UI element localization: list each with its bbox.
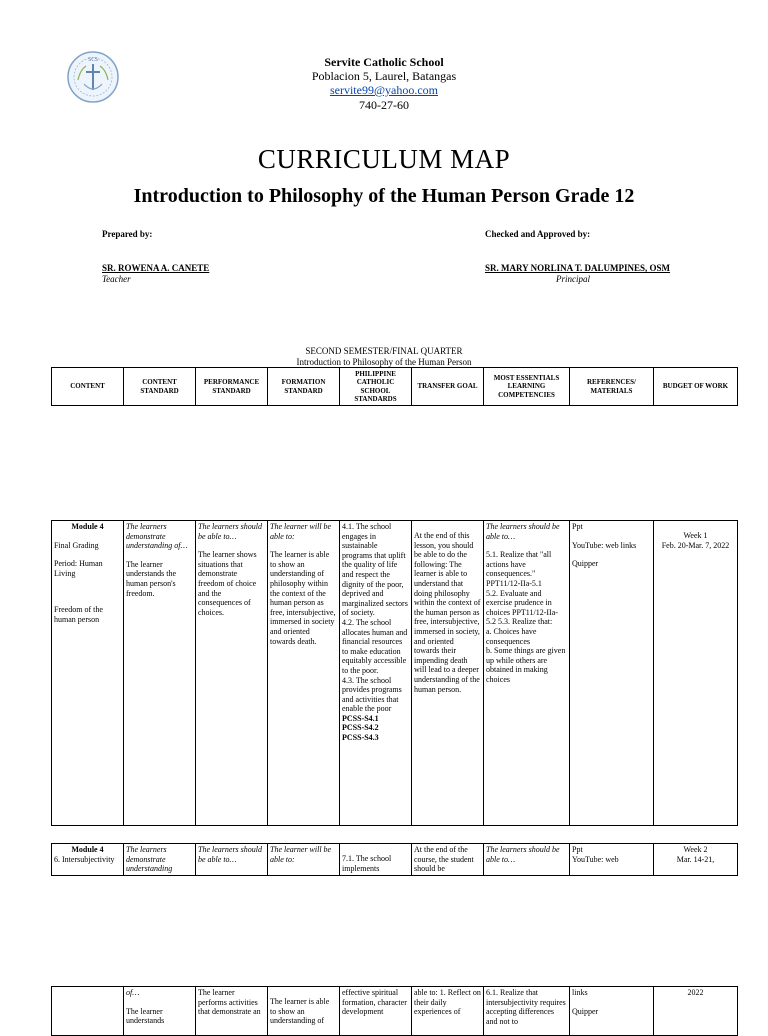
content-standard-text: The learner understands the human person's freedom. [126,559,176,598]
module6-cont-content-standard-cell [124,987,196,1036]
module6-cont-content-cell [52,987,124,1036]
module6-melc-cell: The learners should be able to… [484,844,570,876]
semester-label: SECOND SEMESTER/FINAL QUARTER [305,346,463,356]
transfer-goal-text: At the end of this lesson, you should be able to do the following: The learner is able to understand that doing philosophy within the context of the human person as free, intersubjective, immersed in society, and oriented towards their impending death will lead to a deeper understanding of the human person. [414,531,481,694]
content-standard-text: The learner understands [126,1006,165,1026]
module-title: Module 4 [71,845,104,854]
melc-item: a. Choices have consequences [486,626,537,646]
module-grading: Final Grading [54,540,99,550]
module4-melc-cell [484,521,570,826]
module4-formation-standard-cell [268,521,340,826]
module-topic: Freedom of the human person [54,605,103,624]
module6-formation-standard-cell: The learner will be able to: [268,844,340,876]
module4-references-cell [570,521,654,826]
module4-budget-cell [654,521,738,826]
content-standard-intro: The learners demonstrate understanding of… [126,522,188,551]
school-phone: 740-27-60 [359,98,409,112]
reference-item: YouTube: web links [572,540,637,550]
pcss-item: 4.1. The school engages in sustainable programs that uplift the quality of life and respect the dignity of the poor, deprived and marginalized sectors of society. [342,522,408,618]
budget-dates: Feb. 20-Mar. 7, 2022 [661,540,730,550]
logo-lettering: SCS [88,57,98,63]
reference-item: YouTube: web [572,854,619,864]
module4-row [52,521,738,826]
module6-table-part1 [51,843,738,876]
module6-cont-performance-standard-cell: The learner performs activities that demonstrate an [196,987,268,1036]
document-subtitle: Introduction to Philosophy of the Human Person Grade 12 [133,185,635,207]
module6-cont-budget-cell: 2022 [654,987,738,1036]
melc-item: b. Some things are given up while others are obtained in making choices [486,646,566,684]
pcss-item: 7.1. The school implements [342,854,392,873]
module-topic: 6. Intersubjectivity [54,854,115,864]
module6-cont-pcss-cell: effective spiritual formation, character development [340,987,412,1036]
reference-item: Ppt [572,522,583,531]
module6-row-part2 [52,987,738,1036]
col-header-content: CONTENT [52,368,124,406]
prepared-by-label: Prepared by: [102,229,153,239]
preparer-name: SR. ROWENA A. CANETE [102,263,210,273]
reference-item: Ppt [572,845,583,854]
checked-by-label: Checked and Approved by: [485,229,591,239]
module6-performance-standard-cell: The learners should be able to… [196,844,268,876]
module6-table-part2 [51,986,738,1036]
col-header-content-standard: CONTENT STANDARD [124,368,196,406]
module4-pcss-cell [340,521,412,826]
performance-standard-intro: The learners should be able to… [198,522,262,541]
pcss-code: PCSS-S4.1 [342,713,379,723]
document-title: CURRICULUM MAP [257,144,511,174]
module4-table [51,520,738,826]
col-header-transfer-goal: TRANSFER GOAL [412,368,484,406]
pcss-code: PCSS-S4.3 [342,733,379,743]
module6-pcss-cell [340,844,412,876]
col-header-melc: MOST ESSENTIALS LEARNING COMPETENCIES [484,368,570,406]
formation-standard-text: The learner is able to show an understanding of [270,997,330,1026]
column-header-table [51,367,738,406]
melc-intro: The learners should be able to… [486,522,560,541]
module6-transfer-goal-cell: At the end of the course, the student should be [412,844,484,876]
pcss-code: PCSS-S4.2 [342,723,379,733]
module4-transfer-goal-cell [412,521,484,826]
content-standard-intro: of… [126,988,140,997]
module4-performance-standard-cell [196,521,268,826]
reference-item: Quipper [572,559,599,569]
formation-standard-text: The learner is able to show an understanding of philosophy within the context of the human person as free, intersubjective, immersed in society and oriented towards death. [270,550,336,646]
pcss-item: 4.3. The school provides programs and activities that enable the poor [342,675,402,714]
reference-item: links [572,988,588,997]
module6-row-part1 [52,844,738,876]
school-email-link[interactable]: servite99@yahoo.com [329,83,439,97]
module6-references-cell [570,844,654,876]
col-header-performance-standard: PERFORMANCE STANDARD [196,368,268,406]
approver-name: SR. MARY NORLINA T. DALUMPINES, OSM [485,263,671,273]
formation-standard-intro: The learner will be able to: [270,522,332,541]
budget-week: Week 1 [683,531,708,540]
header-row [52,368,738,406]
col-header-budget: BUDGET OF WORK [654,368,738,406]
module6-content-cell [52,844,124,876]
melc-item: 5.1. Realize that "all actions have consequences." PPT11/12-IIa-5.1 [486,550,552,588]
module6-cont-references-cell [570,987,654,1036]
school-address: Poblacion 5, Laurel, Batangas [311,69,457,83]
pcss-item: 4.2. The school allocates human and financial resources to make education equitably accessible to the poor. [342,617,408,675]
module4-content-cell [52,521,124,826]
module-title: Module 4 [71,522,104,531]
col-header-pcss: PHILIPPINE CATHOLIC SCHOOL STANDARDS [340,368,412,406]
module6-budget-cell [654,844,738,876]
module6-cont-melc-cell: 6.1. Realize that intersubjectivity requires accepting differences and not to [484,987,570,1036]
module-period: Period: Human Living [54,559,103,578]
preparer-role: Teacher [102,274,131,284]
module6-cont-transfer-goal-cell: able to: 1. Reflect on their daily experiences of [412,987,484,1036]
course-line: Introduction to Philosophy of the Human Person [296,357,472,367]
budget-week: Week 2 [683,845,708,854]
col-header-references: REFERENCES/ MATERIALS [570,368,654,406]
approver-role: Principal [556,274,590,284]
module6-cont-formation-standard-cell [268,987,340,1036]
budget-dates: Mar. 14-21, [676,854,715,864]
melc-item: 5.2. Evaluate and exercise prudence in choices PPT11/12-IIa-5.2 5.3. Realize that: [486,588,558,627]
school-name: Servite Catholic School [324,55,444,69]
module4-content-standard-cell [124,521,196,826]
col-header-formation-standard: FORMATION STANDARD [268,368,340,406]
performance-standard-text: The learner shows situations that demonstrate freedom of choice and the consequences of choices. [198,550,257,617]
reference-item: Quipper [572,1006,599,1016]
module6-content-standard-cell: The learners demonstrate understanding [124,844,196,876]
